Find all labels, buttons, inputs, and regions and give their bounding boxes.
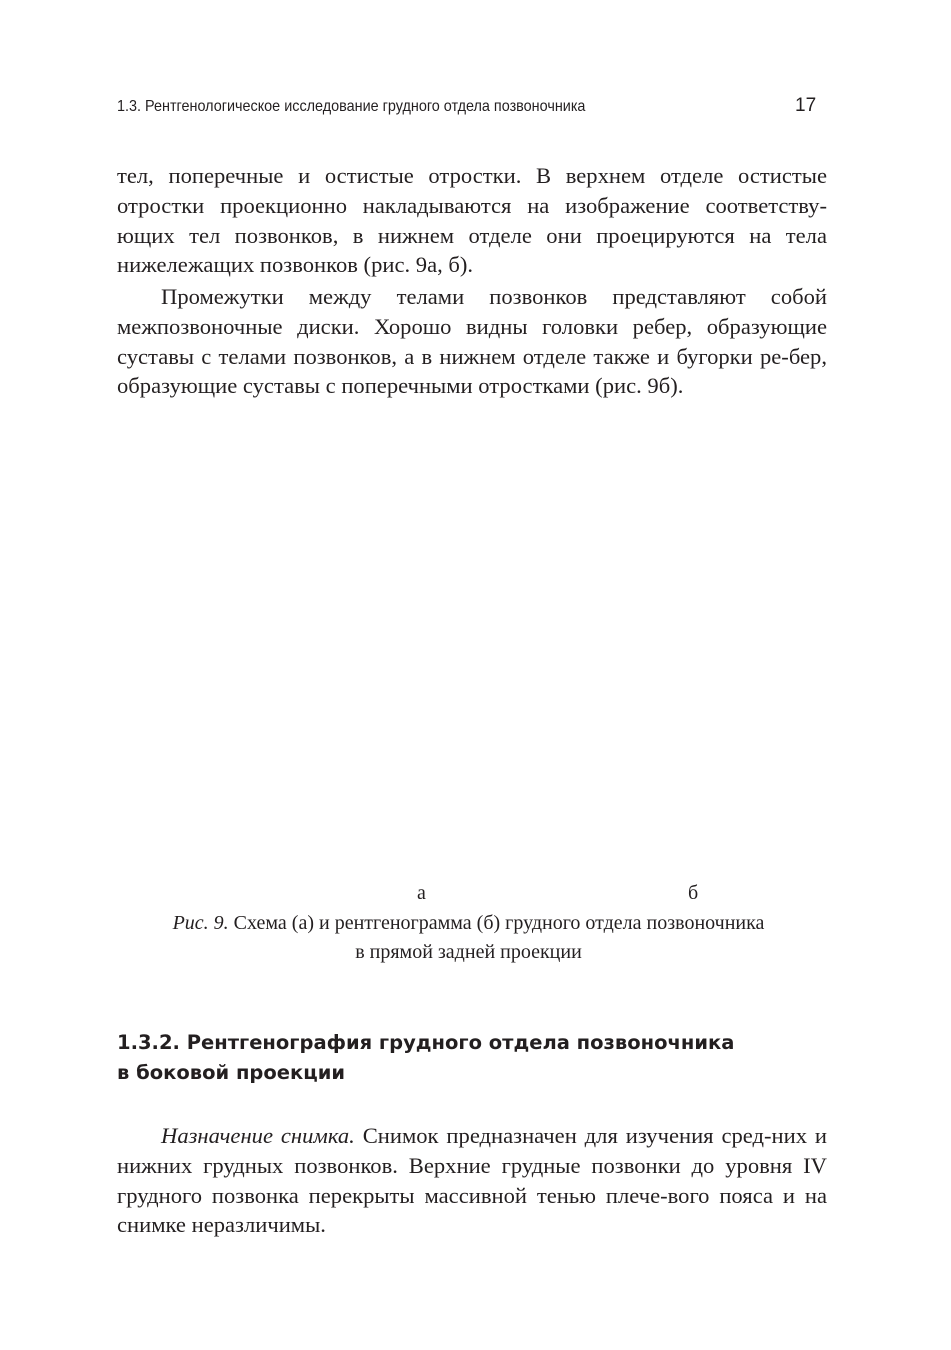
- figure-9-image-area: [117, 410, 827, 875]
- paragraph-continuation: тел, поперечные и остистые отростки. В верхнем отделе остистые отростки проекционно накладываются на изображение соответству-ющих тел позвонков, в нижнем отделе они проецируются на тела нижележащих позвонков (рис. 9а, б).: [117, 163, 827, 278]
- figure-caption-line1: Схема (а) и рентгенограмма (б) грудного отдела позвоночника: [228, 912, 765, 934]
- paragraph-intervertebral-discs: Промежутки между телами позвонков представляют собой межпозвоночные диски. Хорошо видны головки ребер, образующие суставы с телами позвонков, а в нижнем отделе также и бугорки ре-бер, образующие суставы с поперечными отростками (рис. 9б).: [117, 284, 827, 399]
- paragraph-purpose: [117, 1121, 827, 1240]
- figure-caption: [117, 909, 820, 967]
- figure-label-a: а: [417, 882, 426, 904]
- figure-caption-ref: Рис. 9.: [172, 912, 229, 934]
- purpose-label: Назначение снимка.: [161, 1123, 355, 1148]
- running-header: 1.3. Рентгенологическое исследование грудного отдела позвоночника: [117, 98, 586, 115]
- section-heading-line2: в боковой проекции: [117, 1061, 346, 1084]
- section-heading: [117, 1028, 827, 1088]
- figure-caption-line2: в прямой задней проекции: [355, 941, 582, 963]
- section-heading-line1: 1.3.2. Рентгенография грудного отдела позвоночника: [117, 1031, 735, 1054]
- purpose-text: Снимок предназначен для изучения сред-них и нижних грудных позвонков. Верхние грудные позвонки до уровня IV грудного позвонка перекрыты массивной тенью плече-вого пояса и на снимке неразличимы.: [117, 1123, 828, 1238]
- page-number: 17: [795, 95, 817, 116]
- figure-label-b: б: [688, 882, 699, 904]
